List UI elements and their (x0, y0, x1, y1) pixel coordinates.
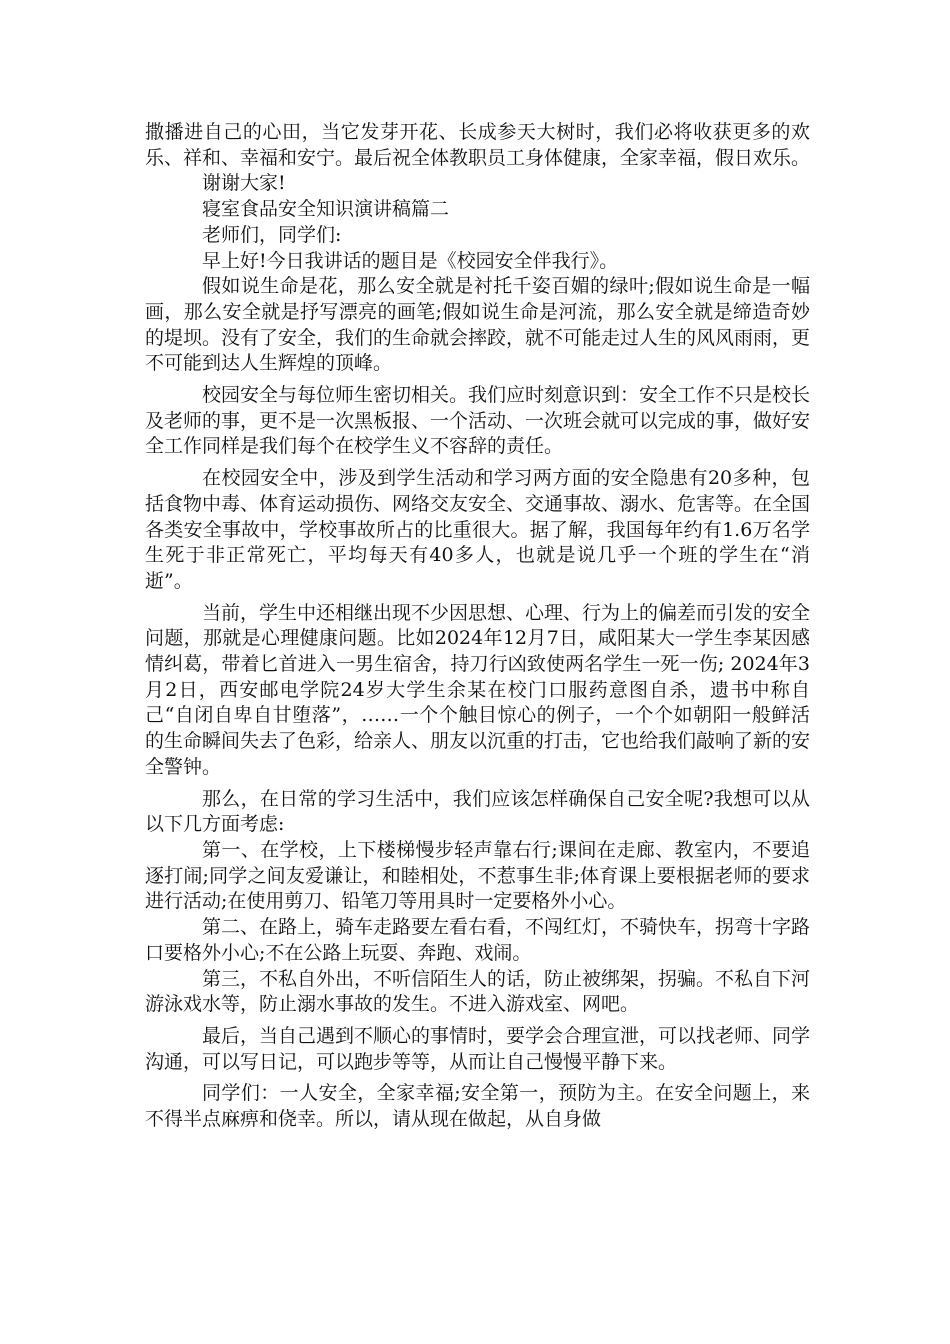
paragraph-life-metaphor: 假如说生命是花，那么安全就是衬托千姿百媚的绿叶;假如说生命是一幅画，那么安全就是抒写漂亮的画笔;假如说生命是河流，那么安全就是缔造奇妙的堤坝。没有了安全，我们的生命就会摔跤，就不可能走过人生的风风雨雨，更不可能到达人生辉煌的顶峰。 (145, 275, 811, 375)
paragraph-campus-safety: 校园安全与每位师生密切相关。我们应时刻意识到：安全工作不只是校长及老师的事，更不是一次黑板报、一个活动、一次班会就可以完成的事，做好安全工作同样是我们每个在校学生义不容辞的责任。 (145, 384, 811, 458)
paragraph-how-to-stay-safe: 那么，在日常的学习生活中，我们应该怎样确保自己安全呢?我想可以从以下几方面考虑: (145, 787, 810, 836)
section-title: 寝室食品安全知识演讲稿篇二 (202, 198, 450, 221)
paragraph-first-point: 第一、在学校，上下楼梯慢步轻声靠右行;课间在走廊、教室内，不要追逐打闹;同学之间友爱谦让，和睦相处，不惹事生非;体育课上要根据老师的要求进行活动;在使用剪刀、铅笔刀等用具时一定要格外小心。 (145, 838, 810, 913)
paragraph-continuation: 撒播进自己的心田，当它发芽开花、长成参天大树时，我们必将收获更多的欢乐、祥和、幸福和安宁。最后祝全体教职员工身体健康，全家幸福，假日欢乐。 (145, 121, 811, 169)
document-page (145, 120, 810, 1133)
paragraph-mental-health: 当前，学生中还相继出现不少因思想、心理、行为上的偏差而引发的安全问题，那就是心理健康问题。比如2024年12月7日，咸阳某大一学生李某因感情纠葛，带着匕首进入一男生宿舍，持刀行凶致使两名学生一死一伤; 2024年3月2日，西安邮电学院24岁大学生余某在校门口服药意图自杀，遗书中称自己“自闭自卑自甘堕落”，……一个个触目惊心的例子，一个个如朝阳一般鲜活的生命瞬间失去了色彩，给亲人、朋友以沉重的打击，它也给我们敲响了新的安全警钟。 (145, 601, 811, 778)
paragraph-hazards: 在校园安全中，涉及到学生活动和学习两方面的安全隐患有20多种，包括食物中毒、体育运动损伤、网络交友安全、交通事故、溺水、危害等。在全国各类安全事故中，学校事故所占的比重很大。据了解，我国每年约有1.6万名学生死于非正常死亡，平均每天有40多人，也就是说几乎一个班的学生在“消逝”。 (145, 467, 811, 592)
paragraph-salutation: 老师们，同学们: (202, 223, 342, 246)
paragraph-closing: 同学们：一人安全，全家幸福;安全第一，预防为主。在安全问题上，来不得半点麻痹和侥幸。所以，请从现在做起，从自身做 (145, 1082, 810, 1131)
paragraph-third-point: 第三，不私自外出，不听信陌生人的话，防止被绑架，拐骗。不私自下河游泳戏水等，防止溺水事故的发生。不进入游戏室、网吧。 (145, 967, 811, 1016)
paragraph-second-point: 第二、在路上，骑车走路要左看右看，不闯红灯，不骑快车，拐弯十字路口要格外小心;不在公路上玩耍、奔跑、戏闹。 (145, 916, 811, 964)
paragraph-finally: 最后，当自己遇到不顺心的事情时，要学会合理宣泄，可以找老师、同学沟通，可以写日记，可以跑步等等，从而让自己慢慢平静下来。 (145, 1024, 811, 1073)
paragraph-thanks: 谢谢大家! (202, 172, 286, 195)
paragraph-greeting: 早上好!今日我讲话的题目是《校园安全伴我行》。 (202, 249, 619, 272)
